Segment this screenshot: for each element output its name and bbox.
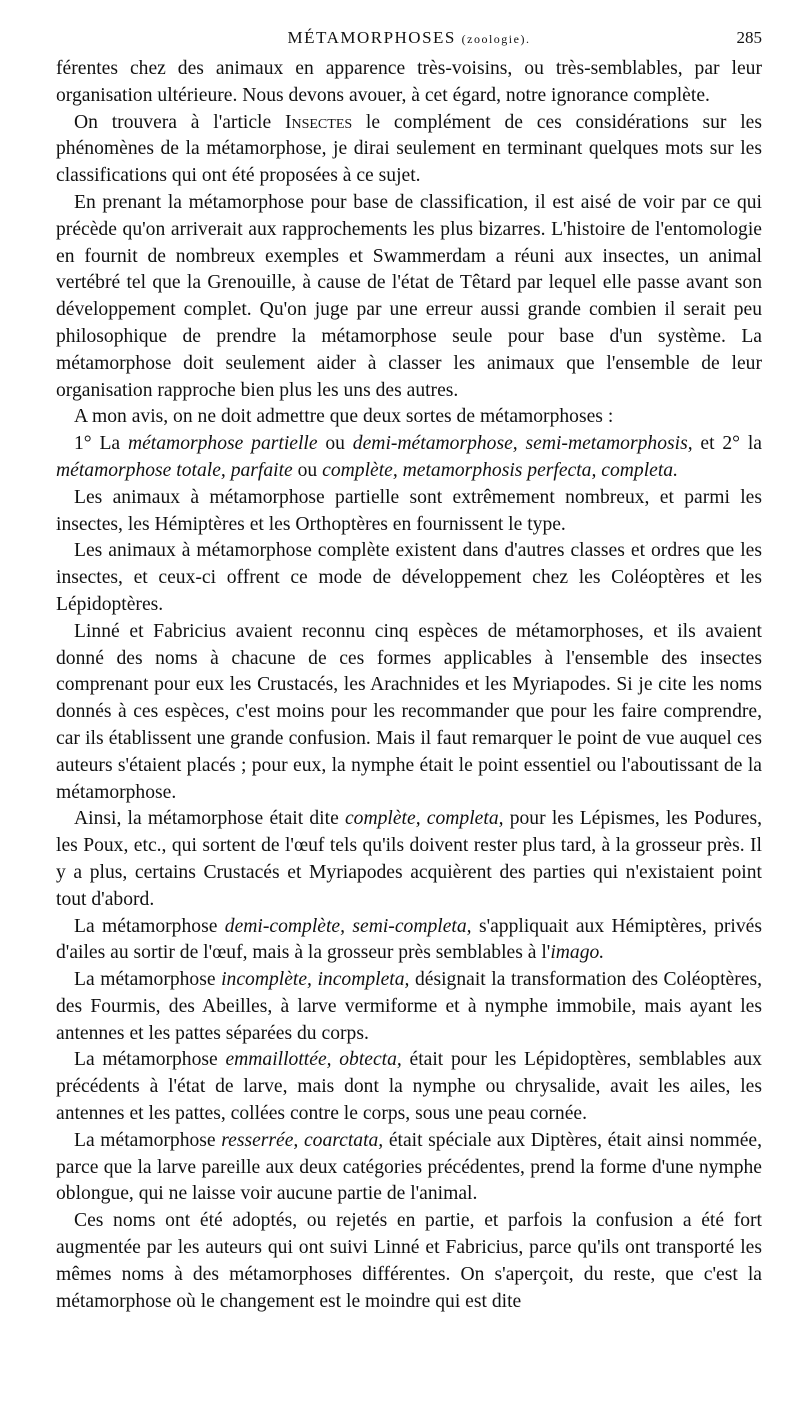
small-caps-reference: Insectes (284, 111, 353, 133)
italic-term: complète, completa, (344, 808, 504, 830)
text-run: férentes chez des animaux en apparence très-voisins, ou très-semblables, par leur organisation ultérieure. Nous devons avouer, à cet égard, notre ignorance complète. (56, 58, 762, 106)
italic-term: métamorphose partielle (127, 433, 318, 455)
text-run: désignait la transformation des Coléoptères, des Fourmis, des Abeilles, à larve vermiforme et à nymphe immobile, mais ayant les antennes et les pattes séparées du corps. (56, 969, 762, 1044)
running-title-subtitle: (zoologie). (461, 32, 531, 46)
paragraph (56, 190, 762, 404)
paragraph (56, 1128, 762, 1208)
text-run: A mon avis, on ne doit admettre que deux sortes de métamorphoses : (74, 406, 614, 428)
italic-term: demi-complète, semi-completa, (224, 915, 472, 937)
paragraph (56, 431, 762, 485)
text-run: Ainsi, la métamorphose était dite (74, 808, 345, 830)
paragraph (56, 914, 762, 968)
paragraph (56, 1047, 762, 1127)
running-header (56, 24, 762, 56)
text-run: Linné et Fabricius avaient reconnu cinq espèces de métamorphoses, et ils avaient donné des noms à chacune de ces formes applicables à l'ensemble des insectes comprenant pour eux les Crustacés, les Arachnides et les Myriapodes. Si je cite les noms donnés à ces espèces, c'est moins pour les recommander que pour les faire comprendre, car ils établissent une grande confusion. Mais il faut remarquer le point de vue auquel ces auteurs s'étaient placés ; pour eux, la nymphe était le point essentiel ou l'aboutissant de la métamorphose. (56, 620, 762, 803)
italic-term: resserrée, coarctata, (221, 1129, 384, 1151)
text-run: s'appliquait aux Hémiptères, privés d'ailes au sortir de l'œuf, mais à la grosseur près semblables à l' (56, 915, 762, 964)
paragraph (56, 806, 762, 913)
italic-term: métamorphose totale, parfaite (56, 459, 293, 481)
paragraph (56, 485, 762, 539)
document-page (56, 24, 762, 1315)
italic-term: imago. (550, 942, 605, 964)
paragraph (56, 967, 762, 1047)
text-run: était spéciale aux Diptères, était ainsi nommée, parce que la larve pareille aux deux catégories précédentes, prend la forme d'une nymphe oblongue, qui ne laisse voir aucune partie de l'animal. (56, 1129, 762, 1205)
text-run: On trouvera à l'article (74, 111, 285, 133)
text-run: ou (317, 433, 353, 455)
paragraph (56, 1208, 762, 1315)
text-run: La métamorphose (74, 1049, 226, 1071)
italic-term: complète, metamorphosis perfecta, completa. (322, 459, 678, 481)
text-run: La métamorphose (74, 969, 222, 991)
paragraph (56, 56, 762, 110)
paragraph (56, 619, 762, 807)
paragraph (56, 404, 762, 431)
italic-term: demi-métamorphose, semi-metamorphosis, (352, 433, 693, 455)
text-run: La métamorphose (74, 915, 225, 937)
text-run: le complément de ces considérations sur les phénomènes de la métamorphose, je dirai seulement en terminant quelques mots sur les classifications qui ont été proposées à ce sujet. (56, 111, 762, 187)
text-run: En prenant la métamorphose pour base de classification, il est aisé de voir par ce qui précède qu'on arriverait aux rapprochements les plus bizarres. L'histoire de l'entomologie en fournit de nombreux exemples et Swammerdam a réuni aux insectes, un animal vertébré tel que la Grenouille, à cause de l'état de Têtard par lequel elle passe avant son développement complet. Qu'on juge par une erreur aussi grande combien il serait peu philosophique de prendre la métamorphose seule pour base d'un système. La métamorphose doit seulement aider à classer les animaux que l'ensemble de leur organisation rapproche bien plus les uns des autres. (56, 191, 762, 401)
text-run: La métamorphose (74, 1129, 222, 1151)
body-text (56, 56, 762, 1315)
running-title-main: MÉTAMORPHOSES (287, 28, 456, 47)
running-title (56, 28, 762, 48)
text-run: et 2° la (692, 433, 762, 455)
paragraph (56, 538, 762, 618)
italic-term: incomplète, incompleta, (221, 969, 410, 991)
text-run: Les animaux à métamorphose complète existent dans d'autres classes et ordres que les insectes, et ceux-ci offrent ce mode de développement chez les Coléoptères et les Lépidoptères. (56, 540, 762, 615)
text-run: pour les Lépismes, les Podures, les Poux, etc., qui sortent de l'œuf tels qu'ils doivent rester plus tard, à la grosseur près. Il y a plus, certains Crustacés et Myriapodes acquièrent des parties qui n'existaient point tout d'abord. (56, 808, 762, 910)
text-run: 1° La (74, 433, 128, 455)
text-run: était pour les Lépidoptères, semblables aux précédents à l'état de larve, mais dont la nymphe ou chrysalide, avait les ailes, les antennes et les pattes, collées contre le corps, sous une peau cornée. (56, 1049, 762, 1125)
page-number: 285 (736, 28, 762, 47)
paragraph (56, 110, 762, 190)
text-run: Les animaux à métamorphose partielle sont extrêmement nombreux, et parmi les insectes, les Hémiptères et les Orthoptères en fournissent le type. (56, 486, 762, 535)
text-run: Ces noms ont été adoptés, ou rejetés en partie, et parfois la confusion a été fort augmentée par les auteurs qui ont suivi Linné et Fabricius, parce qu'ils ont transporté les mêmes noms à des métamorphoses différentes. On s'aperçoit, du reste, que c'est la métamorphose où le changement est le moindre qui est dite (56, 1210, 762, 1312)
text-run: ou (292, 459, 323, 481)
italic-term: emmaillottée, obtecta, (225, 1049, 402, 1071)
